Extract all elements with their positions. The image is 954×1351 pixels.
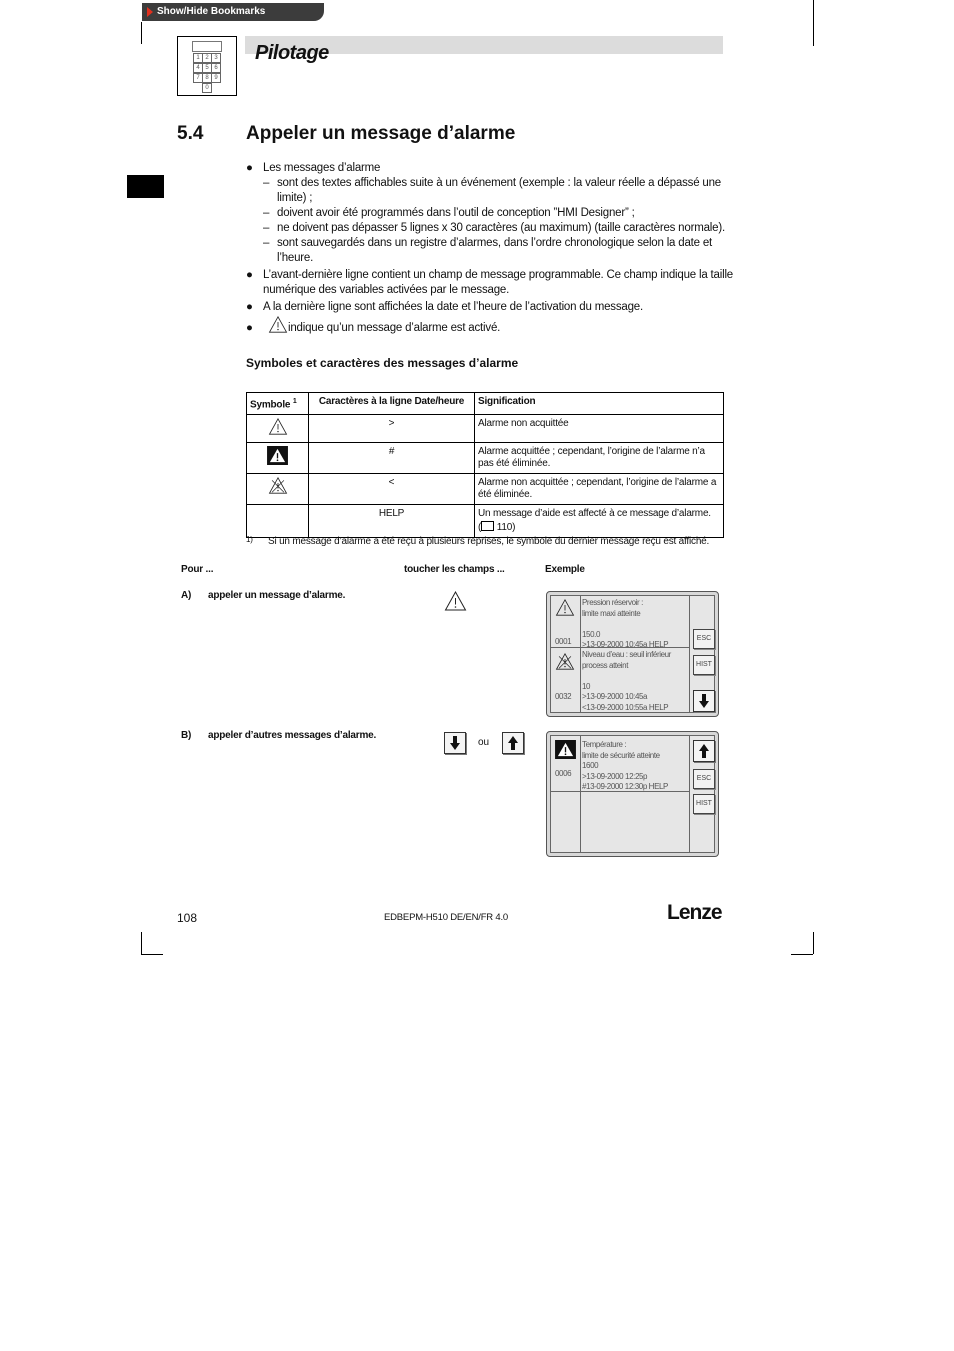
hist-button[interactable]: HIST [693, 655, 715, 675]
col-exemple: Exemple [545, 564, 585, 575]
bookmark-label: Show/Hide Bookmarks [157, 6, 266, 17]
warning-outline-icon [268, 418, 288, 435]
col-header-chars: Caractères à la ligne Date/heure [309, 393, 475, 415]
chars-cell: > [309, 415, 475, 443]
esc-button[interactable]: ESC [693, 769, 715, 789]
sub-bullet-text: sont des textes affichables suite à un événement (exemple : la valeur réelle a dépassé une [277, 177, 721, 189]
footnote-text: Si un message d’alarme a été reçu à plusieurs reprises, le symbole du dernier message reçu est affiché. [268, 536, 710, 547]
example-screen-a [546, 591, 719, 717]
chars-cell: # [309, 443, 475, 474]
message-text[interactable]: Température : limite de sécurité atteinte 1600 >13-09-2000 12:25p #13-09-2000 12:30p HELP [582, 740, 668, 791]
step-b-text: appeler d’autres messages d’alarme. [208, 730, 377, 741]
warning-crossed-icon [268, 477, 288, 494]
col-pour: Pour ... [181, 564, 214, 575]
keypad-key: 7 [193, 73, 203, 83]
message-number: 0032 [555, 692, 572, 701]
or-label: ou [478, 737, 490, 748]
sub-bullet-text: limite) ; [277, 192, 313, 204]
bullet-list: ● Les messages d’alarme – sont des textes affichables suite à un événement (exemple : la valeur réelle a dépassé une limite) ; – doivent avoir été programmés dans l’outil de conception ”HMI Designer” ; – ne doivent pas dépasser 5 lignes x 30 caractères (au maximum) (taille caractères normale). – sont sauvegardés dans un registre d’alarmes, dans l’ordre chronologique selon la date et l’heure. ● L’avant-dernière ligne contient un champ de message programmable. Ce champ indique la taille numérique des variables activées par le message. ● A la dernière ligne sont affichées la date et l’heure de l’activation du message. ● indique qu’un message d’alarme est activé. [246, 162, 733, 334]
crop-mark [141, 22, 142, 44]
arrow-down-icon [694, 691, 714, 711]
warning-icon [268, 316, 288, 333]
keypad-key: 6 [211, 63, 221, 73]
keypad-key: 8 [202, 73, 212, 83]
crop-mark [813, 0, 814, 46]
warning-outline-icon[interactable] [555, 599, 575, 616]
table-row [247, 415, 724, 443]
table-row [247, 505, 724, 538]
section-number: 5.4 [177, 123, 204, 144]
keypad-key: 2 [202, 53, 212, 63]
bullet-text: A la dernière ligne sont affichées la date et l’heure de l’activation du message. [263, 301, 643, 313]
keypad-key: 4 [193, 63, 203, 73]
warning-filled-icon [267, 446, 288, 465]
sub-bullet-text: l’heure. [277, 252, 314, 264]
sub-bullet-text: sont sauvegardés dans un registre d’alarmes, dans l’ordre chronologique selon la date et [277, 237, 713, 249]
keypad-key: 0 [202, 83, 212, 93]
message-text[interactable]: Pression réservoir : limite maxi atteinte 150.0 >13-09-2000 10:45a HELP [582, 598, 669, 649]
meaning-cell: Un message d’aide est affecté à ce message d’alarme. ( 110) [475, 505, 724, 538]
hist-button[interactable]: HIST [693, 794, 715, 814]
warning-icon[interactable] [444, 591, 467, 611]
bullet-text: Les messages d’alarme [263, 162, 381, 174]
chars-cell: HELP [309, 505, 475, 538]
table-row [247, 443, 724, 474]
keypad-key: 3 [211, 53, 221, 63]
footnote-mark: 1) [246, 535, 253, 544]
bullet-text: indique qu’un message d’alarme est activé. [288, 322, 501, 334]
message-text[interactable]: Niveau d’eau : seuil inférieur process atteint 10 >13-09-2000 10:45a <13-09-2000 10:55a HELP [582, 650, 671, 712]
table-row [247, 474, 724, 505]
col-toucher: toucher les champs ... [404, 564, 505, 575]
warning-filled-icon[interactable] [555, 740, 576, 759]
meaning-cell: Alarme non acquittée ; cependant, l’origine de l’alarme a été éliminée. [475, 474, 724, 505]
arrow-up-icon [503, 733, 523, 753]
meaning-cell: Alarme acquittée ; cependant, l’origine de l’alarme n’a pas été éliminée. [475, 443, 724, 474]
arrow-up-button[interactable] [693, 740, 715, 762]
keypad-icon [177, 36, 237, 96]
crop-mark [141, 954, 163, 955]
arrow-up-icon [694, 741, 714, 761]
col-header-symbol: Symbole $^1$ [247, 393, 309, 415]
lenze-logo: Lenze [667, 901, 722, 924]
page-title: Pilotage [255, 42, 329, 64]
bullet-text: numérique des variables activées par le message. [263, 284, 510, 296]
step-a-text: appeler un message d’alarme. [208, 590, 346, 601]
keypad-key: 1 [193, 53, 203, 63]
step-b-label: B) [181, 730, 192, 741]
sub-bullet-text: ne doivent pas dépasser 5 lignes x 30 caractères (au maximum) (taille caractères normale). [277, 222, 725, 234]
keypad-key: 9 [211, 73, 221, 83]
bullet-text: L’avant-dernière ligne contient un champ de message programmable. Ce champ indique la taille [263, 269, 733, 281]
section-title: Appeler un message d’alarme [246, 123, 516, 144]
arrow-down-button[interactable] [693, 690, 715, 712]
message-number: 0006 [555, 769, 572, 778]
chars-cell: < [309, 474, 475, 505]
arrow-down-button[interactable] [444, 732, 466, 754]
crop-mark [141, 932, 142, 954]
book-icon [481, 521, 494, 531]
arrow-up-button[interactable] [502, 732, 524, 754]
symbols-table [246, 392, 724, 538]
esc-button[interactable]: ESC [693, 629, 715, 649]
meaning-cell: Alarme non acquittée [475, 415, 724, 443]
sub-bullet-text: doivent avoir été programmés dans l’outil de conception ”HMI Designer” ; [277, 207, 635, 219]
chapter-marker [127, 175, 164, 198]
message-number: 0001 [555, 637, 572, 646]
page-number: 108 [177, 911, 198, 925]
keypad-key: 5 [202, 63, 212, 73]
col-header-meaning: Signification [475, 393, 724, 415]
arrow-down-icon [445, 733, 465, 753]
warning-crossed-icon[interactable] [555, 653, 575, 670]
crop-mark [813, 932, 814, 954]
document-id: EDBEPM-H510 DE/EN/FR 4.0 [384, 912, 509, 923]
step-a-label: A) [181, 590, 192, 601]
triangle-right-icon [147, 7, 153, 17]
show-hide-bookmarks-button[interactable] [142, 3, 324, 21]
table-heading: Symboles et caractères des messages d’alarme [246, 356, 519, 370]
example-screen-b [546, 731, 719, 857]
crop-mark [791, 954, 813, 955]
